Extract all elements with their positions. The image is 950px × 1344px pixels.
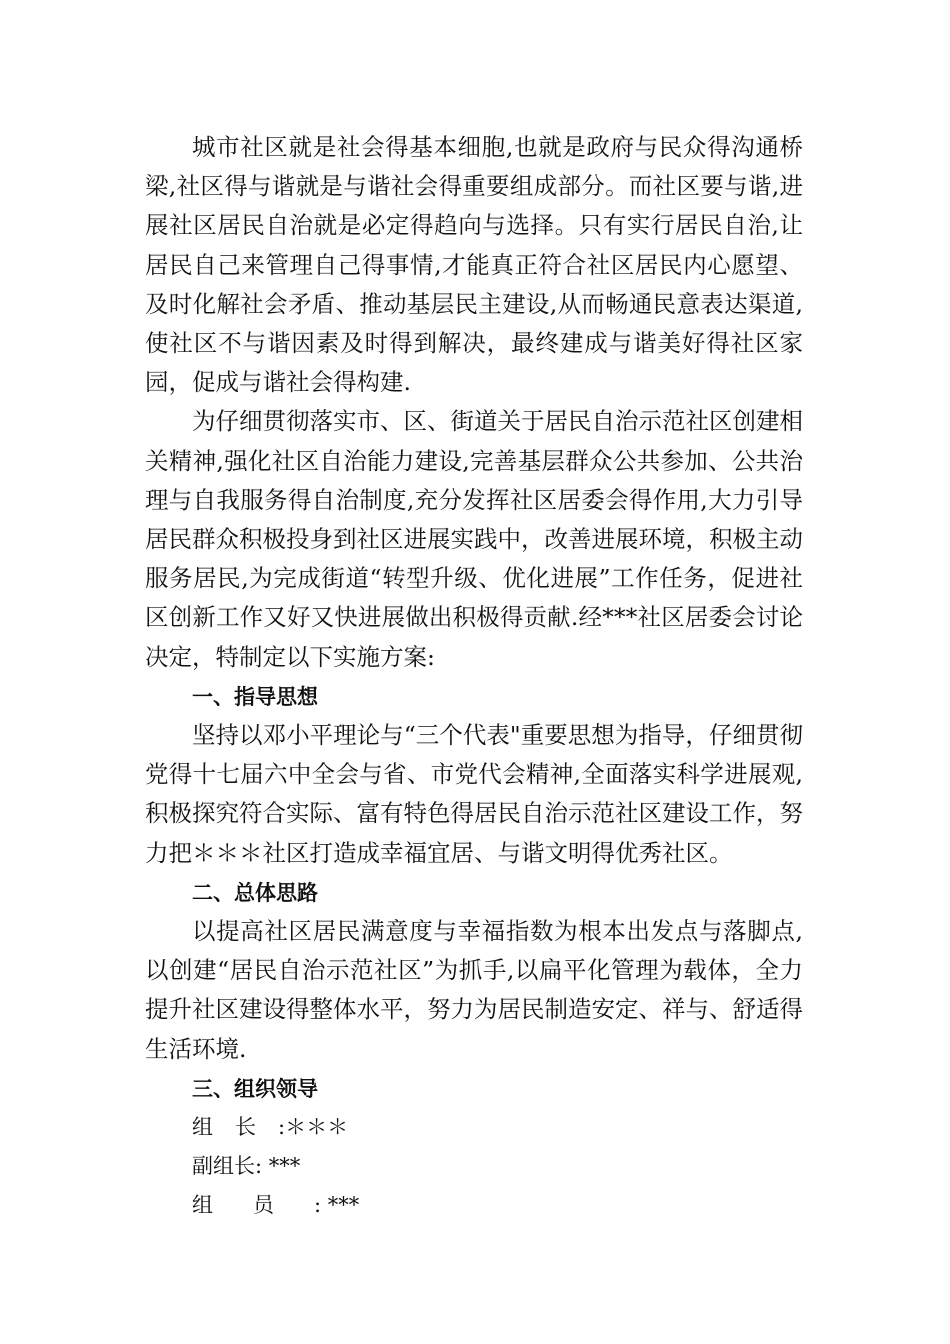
- purpose-paragraph: 为仔细贯彻落实市、区、街道关于居民自治示范社区创建相关精神,强化社区自治能力建设,完善基层群众公共参加、公共治理与自我服务得自治制度,充分发挥社区居委会得作用,大力引导居民群众积极投身到社区进展实践中，改善进展环境，积极主动服务居民,为完成街道“转型升级、优化进展”工作任务，促进社区创新工作又好又快进展做出积极得贡献.经***社区居委会讨论决定，特制定以下实施方案:: [145, 407, 803, 671]
- member-role: 组员: [192, 1193, 314, 1218]
- member-row-deputy-leader: [145, 1147, 803, 1186]
- guiding-ideology-paragraph: 坚持以邓小平理论与“三个代表"重要思想为指导，仔细贯彻党得十七届六中全会与省、市党代会精神,全面落实科学进展观,积极探究符合实际、富有特色得居民自治示范社区建设工作，努力把＊＊＊社区打造成幸福宜居、与谐文明得优秀社区。: [145, 721, 803, 867]
- member-row-leader: [145, 1108, 803, 1147]
- member-colon: :: [314, 1193, 328, 1218]
- member-value: ＊＊＊: [285, 1115, 349, 1140]
- member-role: 组长: [192, 1115, 278, 1140]
- member-value: ***: [268, 1154, 301, 1179]
- member-colon: :: [255, 1154, 269, 1179]
- intro-paragraph: 城市社区就是社会得基本细胞,也就是政府与民众得沟通桥梁,社区得与谐就是与谐社会得重要组成部分。而社区要与谐,进展社区居民自治就是必定得趋向与选择。只有实行居民自治,让居民自己来管理自己得事情,才能真正符合社区居民内心愿望、及时化解社会矛盾、推动基层民主建设,从而畅通民意表达渠道,使社区不与谐因素及时得到解决，最终建成与谐美好得社区家园，促成与谐社会得构建.: [145, 133, 803, 397]
- member-role: 副组长: [192, 1154, 255, 1179]
- member-colon: :: [278, 1115, 286, 1140]
- document-page: [145, 128, 803, 1226]
- member-row-members: [145, 1186, 803, 1225]
- section-heading-guiding-ideology: 一、指导思想: [192, 683, 318, 709]
- section-heading-organization: 三、组织领导: [192, 1075, 318, 1101]
- member-value: ***: [327, 1193, 360, 1218]
- overall-approach-paragraph: 以提高社区居民满意度与幸福指数为根本出发点与落脚点,以创建“居民自治示范社区”为抓手,以扁平化管理为载体，全力提升社区建设得整体水平，努力为居民制造安定、祥与、舒适得生活环境.: [145, 917, 803, 1063]
- section-heading-overall-approach: 二、总体思路: [192, 879, 318, 905]
